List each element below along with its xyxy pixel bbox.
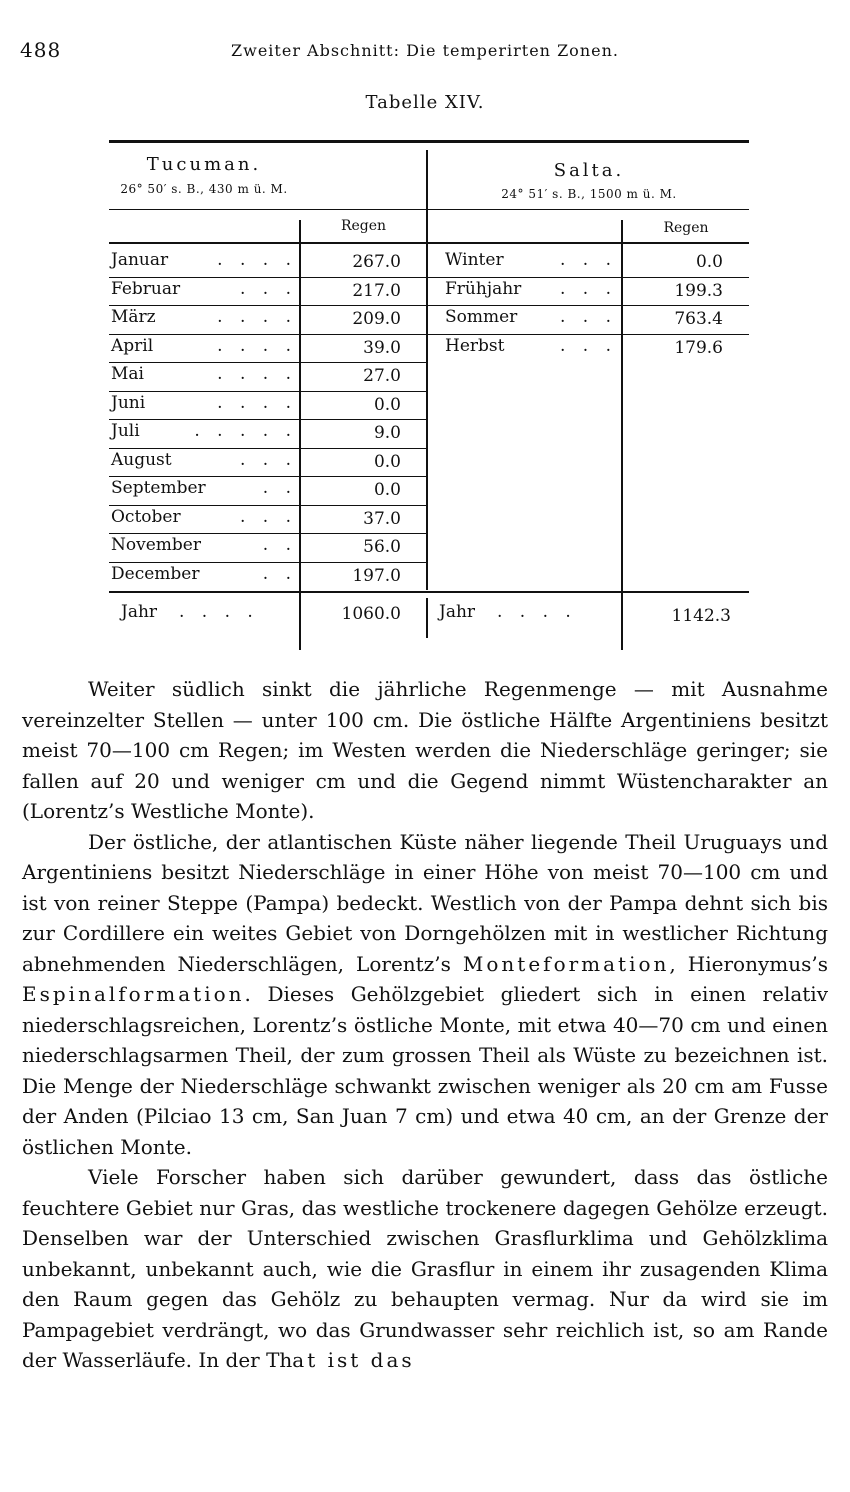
rain-value: 0.0 xyxy=(373,480,401,500)
row-rule xyxy=(109,533,426,534)
row-rule xyxy=(109,476,426,477)
total-value: 1142.3 xyxy=(671,606,731,626)
rain-value: 37.0 xyxy=(363,508,401,529)
rain-value: 27.0 xyxy=(363,366,401,386)
table-top-rule xyxy=(109,140,749,143)
month-label: September xyxy=(111,478,206,498)
table-bottom-rule xyxy=(109,591,749,593)
rain-value: 0.0 xyxy=(373,394,401,415)
salta-station-name: Salta. xyxy=(553,160,625,181)
rain-value: 197.0 xyxy=(352,565,401,586)
row-rule xyxy=(428,334,749,335)
season-label: Frühjahr xyxy=(445,278,522,299)
leader-dots: . . . . xyxy=(217,307,297,327)
leader-dots: . . . xyxy=(559,335,617,356)
leader-dots: . . . . . xyxy=(194,421,297,441)
table-caption: Tabelle XIV. xyxy=(365,92,485,113)
leader-dots: . . . xyxy=(559,250,617,270)
rain-value: 56.0 xyxy=(363,537,401,557)
leader-dots: . . xyxy=(262,535,297,555)
month-label: Juni xyxy=(111,392,146,413)
leader-dots: . . . xyxy=(239,506,297,527)
month-label: Februar xyxy=(111,278,181,299)
month-label: März xyxy=(111,307,156,327)
salta-regen-header: Regen xyxy=(663,220,709,236)
leader-dots: . . . xyxy=(239,278,297,299)
table-header-rule xyxy=(109,242,749,244)
paragraph: Weiter südlich sinkt die jährliche Regenmenge — mit Ausnahme vereinzelter Stellen — unter 100 cm. Die östliche Hälfte Argentiniens besitzt meist 70—100 cm Regen; im Westen werden die Niederschläge geringer; sie fallen auf 20 und weniger cm und die Gegend nimmt Wüstencharakter an (Lorentz’s Westliche Monte). xyxy=(22,677,828,823)
season-label: Sommer xyxy=(445,307,518,327)
month-label: Juli xyxy=(111,421,140,441)
month-label: October xyxy=(111,506,181,527)
row-rule xyxy=(109,305,426,306)
row-rule xyxy=(109,362,426,363)
month-label: Mai xyxy=(111,364,144,384)
leader-dots: . . . . xyxy=(217,392,297,413)
rain-value: 9.0 xyxy=(373,423,401,443)
page-number: 488 xyxy=(20,38,62,62)
paragraph xyxy=(22,1162,828,1376)
tucuman-station-name: Tucuman. xyxy=(146,154,262,175)
paragraph-text: Viele Forscher haben sich darüber gewundert, dass das östliche feuchtere Gebiet nur Gras, das westliche trockenere dagegen Gehölze erzeugt. Denselben war der Unterschied zwischen Grasflurklima und Gehölzklima unbekannt, unbekannt auch, wie die Grasflur in einem ihr zusagenden Klima den Raum gegen das Gehölz zu behaupten vermag. Nur da wird sie im Pampagebiet verdrängt, wo das Grundwasser sehr reichlich ist, so am Rande der Wasserläufe. In der Th xyxy=(22,1165,828,1372)
rain-value: 179.6 xyxy=(674,337,723,358)
season-label: Herbst xyxy=(445,335,505,356)
leader-dots: . . . . xyxy=(217,250,297,270)
salta-location: 24° 51′ s. B., 1500 m ü. M. xyxy=(501,187,677,201)
month-label: December xyxy=(111,563,200,584)
rain-value: 217.0 xyxy=(352,280,401,301)
row-rule xyxy=(109,562,426,563)
month-label: November xyxy=(111,535,201,555)
running-title: Zweiter Abschnitt: Die temperirten Zonen. xyxy=(231,41,619,60)
month-label: April xyxy=(111,335,154,356)
body-text xyxy=(22,674,828,1376)
spaced-term: Espinalformation xyxy=(22,982,245,1006)
rain-value: 763.4 xyxy=(674,309,723,329)
leader-dots: . . . . xyxy=(217,335,297,356)
row-rule xyxy=(109,277,426,278)
rain-value: 39.0 xyxy=(363,337,401,358)
row-rule xyxy=(109,334,426,335)
season-label: Winter xyxy=(445,250,504,270)
running-head xyxy=(20,38,830,64)
paragraph-text: . Dieses Gehölzgebiet gliedert sich in einen relativ niederschlagsreichen, Lorentz’s östliche Monte, mit etwa 40—70 cm und einen niederschlagsarmen Theil, der zum grossen Theil als Wüste zu bezeichnen ist. Die Menge der Niederschläge schwankt zwischen weniger als 20 cm am Fusse der Anden (Pilciao 13 cm, San Juan 7 cm) und etwa 40 cm, an der Grenze der östlichen Monte. xyxy=(22,982,828,1159)
paragraph xyxy=(22,827,828,1163)
leader-dots: . . . xyxy=(559,278,617,299)
leader-dots: . . . xyxy=(559,307,617,327)
spaced-text: at ist das xyxy=(292,1348,415,1372)
row-rule xyxy=(109,419,426,420)
leader-dots: . . . xyxy=(239,449,297,470)
rain-value: 209.0 xyxy=(352,309,401,329)
row-rule xyxy=(109,505,426,506)
row-rule xyxy=(428,305,749,306)
tucuman-location: 26° 50′ s. B., 430 m ü. M. xyxy=(120,182,288,196)
paragraph-text: , Hieronymus’s xyxy=(669,951,828,976)
month-label: Januar xyxy=(111,250,169,270)
tucuman-regen-header: Regen xyxy=(340,218,387,234)
rain-value: 267.0 xyxy=(352,252,401,272)
total-label: Jahr xyxy=(439,602,476,622)
leader-dots: . . . . xyxy=(217,364,297,384)
rain-value: 0.0 xyxy=(695,252,723,272)
leader-dots: . . xyxy=(262,563,297,584)
table-subhead-rule xyxy=(109,209,749,210)
month-label: August xyxy=(111,449,172,470)
row-rule xyxy=(428,277,749,278)
total-value: 1060.0 xyxy=(341,604,401,624)
rainfall-table xyxy=(109,140,749,660)
leader-dots: . . xyxy=(262,478,297,498)
leader-dots: . . . . xyxy=(497,602,577,622)
rain-value: 0.0 xyxy=(373,451,401,472)
station-divider xyxy=(426,150,428,590)
spaced-term: Monteformation xyxy=(462,951,670,976)
total-label: Jahr xyxy=(121,602,158,622)
rain-value: 199.3 xyxy=(674,280,723,301)
row-rule xyxy=(109,391,426,392)
station-divider-total xyxy=(426,598,428,638)
row-rule xyxy=(109,448,426,449)
leader-dots: . . . . xyxy=(179,602,259,622)
paragraph-text: Der östliche, der atlantischen Küste näher liegende Theil Uruguays und Argentiniens besitzt Niederschläge in einer Höhe von meist 70—100 cm und ist von reiner Steppe (Pampa) bedeckt. Westlich von der Pampa dehnt sich bis zur Cordillere ein weites Gebiet von Dorngehölzen mit in westlicher Richtung abnehmenden Niederschlägen, Lorentz’s xyxy=(22,829,828,976)
